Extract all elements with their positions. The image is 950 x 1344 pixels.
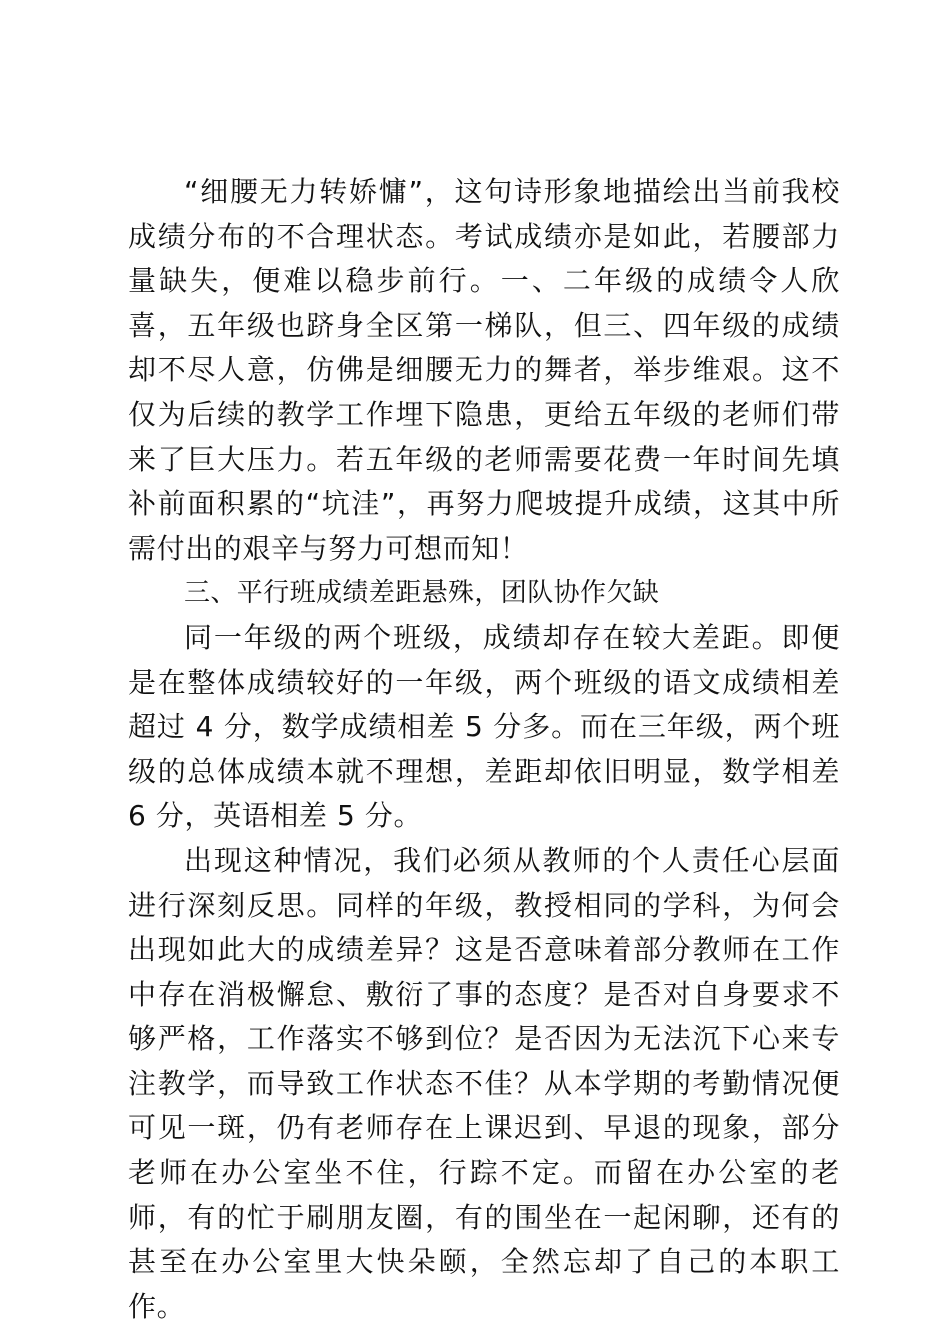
paragraph-teacher-reflection: 出现这种情况，我们必须从教师的个人责任心层面进行深刻反思。同样的年级，教授相同的学科，为何会出现如此大的成绩差异？这是否意味着部分教师在工作中存在消极懈怠、敷衍了事的态度？是否对自身要求不够严格，工作落实不够到位？是否因为无法沉下心来专注教学，而导致工作状态不佳？从本学期的考勤情况便可见一斑，仍有老师存在上课迟到、早退的现象，部分老师在办公室坐不住，行踪不定。而留在办公室的老师，有的忙于刷朋友圈，有的围坐在一起闲聊，还有的甚至在办公室里大快朵颐，全然忘却了自己的本职工作。 <box>128 843 840 1323</box>
paragraph-class-gap: 同一年级的两个班级，成绩却存在较大差距。即便是在整体成绩较好的一年级，两个班级的语文成绩相差超过 4 分，数学成绩相差 5 分多。而在三年级，两个班级的总体成绩本就不理想，差距却依旧明显，数学相差 6 分，英语相差 5 分。 <box>128 620 840 833</box>
paragraph-grade-distribution: “细腰无力转娇慵”，这句诗形象地描绘出当前我校成绩分布的不合理状态。考试成绩亦是如此，若腰部力量缺失，便难以稳步前行。一、二年级的成绩令人欣喜，五年级也跻身全区第一梯队，但三、四年级的成绩却不尽人意，仿佛是细腰无力的舞者，举步维艰。这不仅为后续的教学工作埋下隐患，更给五年级的老师们带来了巨大压力。若五年级的老师需要花费一年时间先填补前面积累的“坑洼”，再努力爬坡提升成绩，这其中所需付出的艰辛与努力可想而知！ <box>128 175 840 565</box>
section-heading-parallel-classes: 三、平行班成绩差距悬殊，团队协作欠缺 <box>184 578 660 609</box>
document-body <box>128 170 840 1329</box>
